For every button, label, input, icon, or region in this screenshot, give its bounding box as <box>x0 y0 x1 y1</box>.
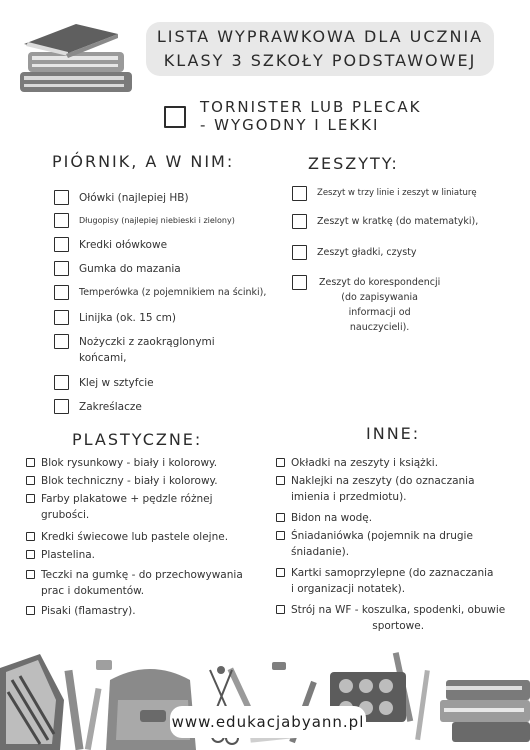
item-label <box>79 334 215 366</box>
item-label: Blok rysunkowy - biały i kolorowy. <box>41 457 218 469</box>
item-label-line: śniadanie). <box>291 546 350 558</box>
item-label: Zeszyt w trzy linie i zeszyt w liniaturę <box>317 188 477 198</box>
list-item <box>276 565 493 597</box>
item-label: Temperówka (z pojemnikiem na ścinki), <box>79 287 267 298</box>
checkbox[interactable] <box>26 476 35 485</box>
tornister-line-2: - WYGODNY I LEKKI <box>200 116 380 134</box>
checkbox[interactable] <box>26 532 35 541</box>
item-label: Zakreślacze <box>79 401 142 413</box>
checkbox[interactable] <box>26 494 35 503</box>
website-url[interactable]: www.edukacjabyann.pl <box>171 713 365 731</box>
item-label-line: Kartki samoprzylepne (do zaznaczania <box>291 567 494 579</box>
list-item <box>26 529 228 545</box>
list-item <box>276 528 473 560</box>
checkbox[interactable] <box>26 570 35 579</box>
tornister-checkbox[interactable] <box>164 106 186 128</box>
item-label: Zeszyt gładki, czysty <box>317 247 417 258</box>
item-label <box>319 275 440 335</box>
checkbox[interactable] <box>276 476 285 485</box>
item-label-line: końcami, <box>79 352 127 364</box>
item-label-line: informacji od <box>348 307 411 318</box>
item-label: Blok techniczny - biały i kolorowy. <box>41 475 218 487</box>
checkbox[interactable] <box>276 513 285 522</box>
item-label <box>291 602 505 634</box>
section-title-plastyczne: PLASTYCZNE: <box>72 430 203 449</box>
list-item <box>54 261 181 277</box>
list-item <box>276 473 475 505</box>
list-item <box>26 473 218 489</box>
list-item <box>26 603 136 619</box>
list-item <box>54 399 142 415</box>
list-item <box>26 491 213 523</box>
checkbox[interactable] <box>54 261 69 276</box>
item-label: Ołówki (najlepiej HB) <box>79 192 189 204</box>
item-label: Plastelina. <box>41 549 95 561</box>
item-label <box>41 567 243 599</box>
list-item <box>54 375 154 391</box>
item-label: Linijka (ok. 15 cm) <box>79 312 176 324</box>
item-label-line: Naklejki na zeszyty (do oznaczania <box>291 475 475 487</box>
item-label: Bidon na wodę. <box>291 512 373 524</box>
item-label-line: Farby plakatowe + pędzle różnej <box>41 493 213 505</box>
tornister-item <box>164 98 422 134</box>
title-banner <box>146 22 494 76</box>
tornister-line-1: TORNISTER LUB PLECAK <box>200 98 422 116</box>
item-label-line: Zeszyt do korespondencji <box>319 277 441 288</box>
item-label: Gumka do mazania <box>79 263 181 275</box>
item-label: Klej w sztyfcie <box>79 377 154 389</box>
checkbox[interactable] <box>292 245 307 260</box>
checkbox[interactable] <box>54 190 69 205</box>
checkbox[interactable] <box>54 399 69 414</box>
list-item <box>54 213 235 229</box>
books-illustration <box>14 14 138 98</box>
list-item <box>54 334 215 366</box>
item-label-line: Śniadaniówka (pojemnik na drugie <box>291 530 473 542</box>
section-title-piornik: PIÓRNIK, A W NIM: <box>52 152 235 171</box>
list-item <box>276 510 372 526</box>
checkbox[interactable] <box>54 310 69 325</box>
list-item <box>276 455 438 471</box>
checkbox[interactable] <box>276 605 285 614</box>
list-item <box>54 310 176 326</box>
list-item <box>26 455 217 471</box>
item-label-line: Teczki na gumkę - do przechowywania <box>41 569 243 581</box>
item-label <box>41 491 213 523</box>
checkbox[interactable] <box>26 550 35 559</box>
checkbox[interactable] <box>54 334 69 349</box>
checkbox[interactable] <box>26 606 35 615</box>
item-label <box>291 528 473 560</box>
item-label-line: nauczycieli). <box>349 322 410 333</box>
checkbox[interactable] <box>54 237 69 252</box>
item-label: Kredki świecowe lub pastele olejne. <box>41 531 229 543</box>
list-item <box>292 214 478 229</box>
item-label-line: Strój na WF - koszulka, spodenki, obuwie <box>291 604 506 616</box>
checkbox[interactable] <box>54 375 69 390</box>
checkbox[interactable] <box>292 214 307 229</box>
checkbox[interactable] <box>292 275 307 290</box>
item-label <box>291 565 493 597</box>
section-title-zeszyty: ZESZYTY: <box>308 154 399 173</box>
item-label-line: prac i dokumentów. <box>41 585 145 597</box>
list-item <box>26 567 243 599</box>
item-label: Kredki ołówkowe <box>79 239 168 251</box>
website-badge <box>170 706 366 738</box>
checkbox[interactable] <box>276 458 285 467</box>
item-label-line: Nożyczki z zaokrąglonymi <box>79 336 215 348</box>
item-label-line: sportowe. <box>372 620 425 632</box>
item-label: Pisaki (flamastry). <box>41 605 136 617</box>
list-item <box>54 190 189 206</box>
item-label: Długopisy (najlepiej niebieski i zielony) <box>79 216 235 225</box>
item-label-line: imienia i przedmiotu). <box>291 491 407 503</box>
checkbox[interactable] <box>54 213 69 228</box>
item-label-line: i organizacji notatek). <box>291 583 406 595</box>
item-label: Zeszyt w kratkę (do matematyki), <box>317 216 479 227</box>
checkbox[interactable] <box>26 458 35 467</box>
list-item <box>276 602 505 634</box>
item-label <box>291 473 475 505</box>
list-item <box>292 245 417 260</box>
title-line-1: LISTA WYPRAWKOWA DLA UCZNIA <box>156 27 484 46</box>
checkbox[interactable] <box>292 186 307 201</box>
list-item <box>54 285 266 301</box>
item-label: Okładki na zeszyty i książki. <box>291 457 439 469</box>
list-item <box>54 237 167 253</box>
checkbox[interactable] <box>276 531 285 540</box>
list-item <box>292 186 477 201</box>
list-item <box>292 275 440 335</box>
item-label-line: grubości. <box>41 509 90 521</box>
list-item <box>26 547 95 563</box>
title-line-2: KLASY 3 SZKOŁY PODSTAWOWEJ <box>163 51 477 70</box>
section-title-inne: INNE: <box>366 424 421 443</box>
checkbox[interactable] <box>54 285 69 300</box>
item-label-line: (do zapisywania <box>341 292 418 303</box>
checkbox[interactable] <box>276 568 285 577</box>
